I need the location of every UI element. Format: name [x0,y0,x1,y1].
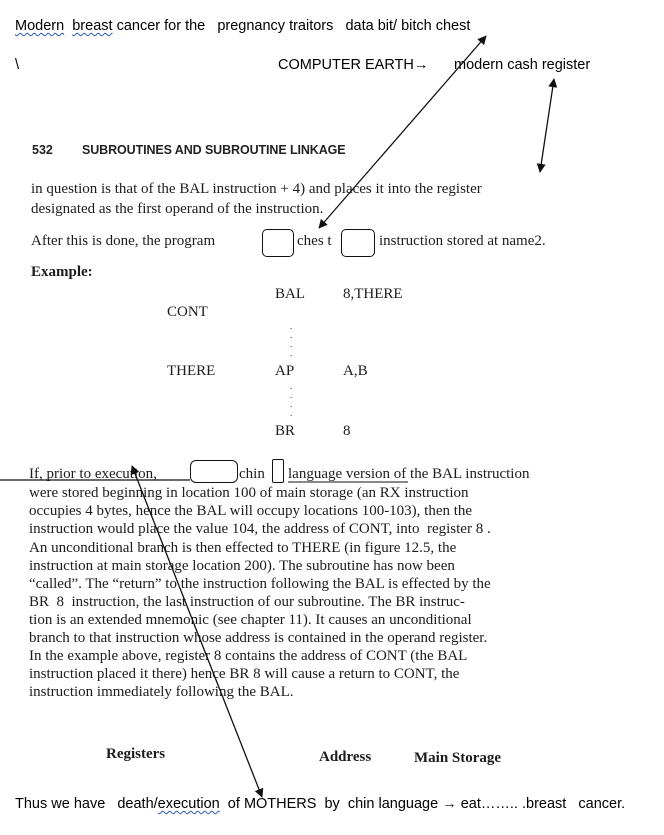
para-line: An unconditional branch is then effected to THERE (in figure 12.5, the [29,540,457,556]
annotation-word-modern: Modern [15,18,65,34]
page-number: 532 [32,143,53,157]
body-line-3b: ches t [297,233,332,249]
para-line: instruction would place the value 104, the address of CONT, into register 8 . [29,521,491,537]
bottom-part-5: by chin language [316,796,443,812]
bottom-part-6: eat…….. .breast cancer. [456,796,626,812]
annotation-cash-register: modern cash register [454,57,591,73]
running-head: SUBROUTINES AND SUBROUTINE LINKAGE [82,143,346,157]
code-ap-args: A,B [343,363,368,379]
right-arrow-icon: → [413,57,429,73]
code-cont-label: CONT [167,304,208,320]
annotation-title-rest: cancer for the pregnancy traitors data bit/ bitch chest [116,18,471,34]
annotation-word-breast: breast [72,18,113,34]
right-arrow-icon: → [442,796,457,812]
para-line: instruction placed it there) hence BR 8 will cause a return to CONT, the [29,666,460,682]
vertical-ellipsis-2: . . . . [290,381,293,418]
code-ap-op: AP [275,363,295,379]
code-br-args: 8 [343,423,351,439]
para-first-a: If, prior to execution, [29,466,157,482]
para-first-b: chin [239,466,265,482]
para-line: instruction at main storage location 200). The subroutine has now been [29,558,455,574]
bottom-part-1: Thus we have death/ [15,796,158,812]
arrow-paragraph-to-mothers [132,466,262,797]
vertical-ellipsis-1: . . . . [290,321,293,358]
body-line-1: in question is that of the BAL instruction + 4) and places it into the register [31,181,482,197]
annotation-backslash: \ [15,57,20,73]
para-line: were stored beginning in location 100 of main storage (an RX instruction [29,485,469,501]
arrow-cash-register [540,79,554,172]
example-label: Example: [31,264,93,280]
body-line-3c: instruction stored at name2. [379,233,546,249]
code-bal-op: BAL [275,286,305,302]
para-line: instruction immediately following the BAL. [29,684,294,700]
code-bal-args: 8,THERE [343,286,403,302]
arrow-title-to-box [319,36,486,228]
figure-registers: Registers [106,746,166,762]
para-first-c: language version of the BAL instruction [288,466,530,482]
bottom-part-3: of [219,796,244,812]
bottom-part-mothers: MOTHERS [243,796,317,812]
body-line-3a: After this is done, the program [31,233,216,249]
para-line: In the example above, register 8 contains the address of CONT (the BAL [29,648,468,664]
para-line: occupies 4 bytes, hence the BAL will occupy locations 100-103), then the [29,503,473,519]
body-line-2: designated as the first operand of the instruction. [31,201,324,217]
code-br-op: BR [275,423,296,439]
bottom-part-execution: execution [157,796,220,812]
para-line: BR 8 instruction, the last instruction of our subroutine. The BR instruc- [29,594,465,610]
para-line: “called”. The “return” to the instruction following the BAL is effected by the [29,576,491,592]
computer-earth-label: COMPUTER EARTH [278,57,414,73]
code-there-label: THERE [167,363,216,379]
figure-address: Address [319,749,372,765]
para-line: branch to that instruction whose address is contained in the operand register. [29,630,488,646]
figure-main-storage: Main Storage [414,750,502,766]
para-line: tion is an extended mnemonic (see chapter 11). It causes an unconditional [29,612,472,628]
